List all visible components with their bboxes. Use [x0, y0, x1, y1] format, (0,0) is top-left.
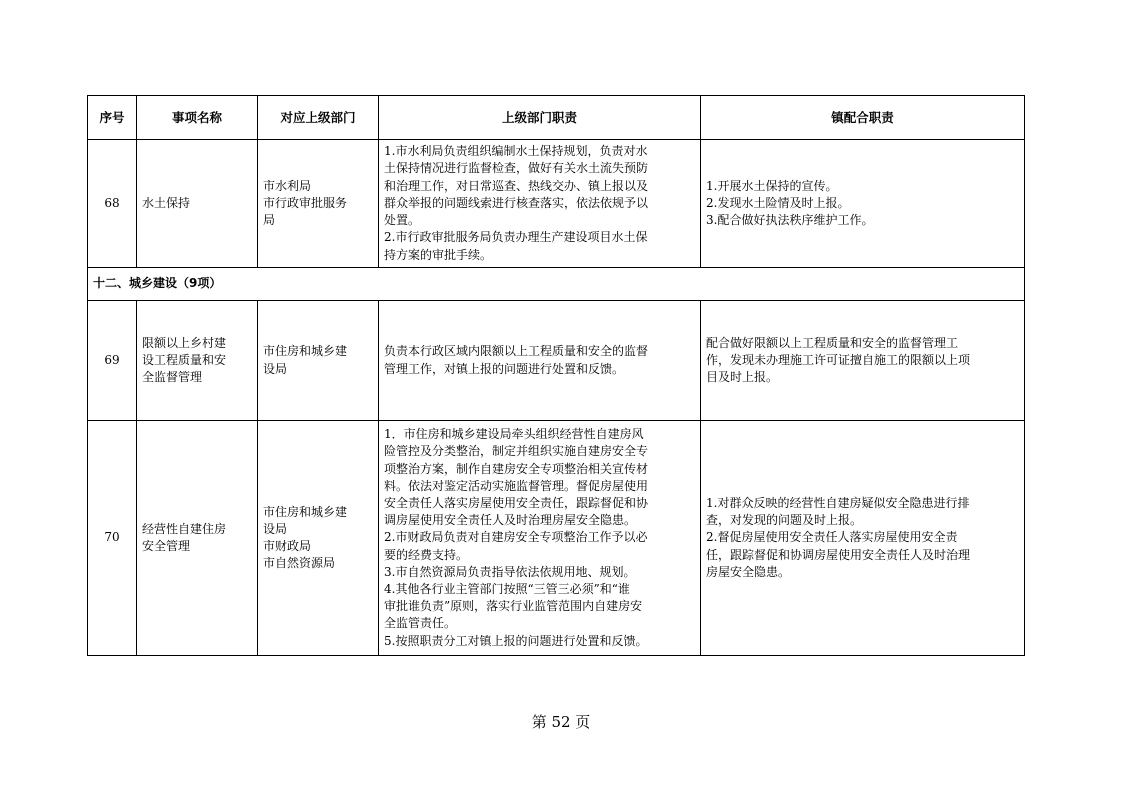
cell-line: 市水利局 [263, 178, 312, 193]
table-row [88, 421, 1025, 656]
duty-table [87, 95, 1025, 656]
cell-line: 审批谁负责”原则，落实行业监管范围内自建房安 [384, 599, 643, 614]
cell-no: 68 [88, 140, 137, 268]
cell-line: 2.发现水土险情及时上报。 [706, 195, 850, 210]
cell-duty [379, 421, 701, 656]
section-title: 十二、城乡建设（9项） [88, 268, 1025, 301]
cell-line: 1．市住房和城乡建设局牵头组织经营性自建房风 [384, 427, 644, 442]
section-row [88, 268, 1025, 301]
table-row [88, 301, 1025, 421]
cell-name [137, 140, 258, 268]
cell-line: 1.市水利局负责组织编制水土保持规划，负责对水 [384, 144, 648, 159]
page-number: 第 52 页 [531, 713, 591, 731]
table-row [88, 140, 1025, 268]
cell-town [701, 140, 1025, 268]
cell-line: 设局 [263, 361, 288, 376]
cell-line: 房屋安全隐患。 [706, 564, 791, 579]
cell-line: 全监督管理 [142, 370, 203, 385]
cell-line: 要的经费支持。 [384, 547, 469, 562]
cell-line: 4.其他各行业主管部门按照“三管三必须”和“谁 [384, 582, 630, 596]
cell-line: 设工程质量和安 [142, 352, 227, 367]
header-dept: 对应上级部门 [258, 96, 379, 140]
cell-line: 持方案的审批手续。 [384, 247, 493, 262]
cell-line: 市行政审批服务 [263, 195, 348, 210]
cell-line: 市财政局 [263, 539, 312, 553]
cell-line: 限额以上乡村建 [142, 335, 227, 350]
cell-line: 2.市财政局负责对自建房安全专项整治工作予以必 [384, 530, 648, 545]
cell-duty [379, 301, 701, 421]
cell-town [701, 301, 1025, 421]
cell-no: 70 [88, 421, 137, 656]
cell-town [701, 421, 1025, 656]
cell-line: 全监管责任。 [384, 616, 457, 631]
cell-line: 2.督促房屋使用安全责任人落实房屋使用安全责 [706, 530, 958, 545]
cell-line: 群众举报的问题线索进行核查落实，依法依规予以 [384, 195, 649, 210]
cell-dept [258, 301, 379, 421]
cell-dept [258, 421, 379, 656]
cell-line: 市住房和城乡建 [263, 504, 348, 519]
header-no: 序号 [88, 96, 137, 140]
cell-line: 查，对发现的问题及时上报。 [706, 513, 863, 528]
cell-line: 管理工作，对镇上报的问题进行处置和反馈。 [384, 361, 625, 376]
cell-line: 作，发现未办理施工许可证擅自施工的限额以上项 [706, 352, 971, 367]
cell-line: 1.对群众反映的经营性自建房疑似安全隐患进行排 [706, 495, 970, 510]
cell-line: 3.市自然资源局负责指导依法依规用地、规划。 [384, 564, 636, 579]
cell-name [137, 301, 258, 421]
cell-line: 安全管理 [142, 539, 191, 553]
cell-no: 69 [88, 301, 137, 421]
cell-line: 5.按照职责分工对镇上报的问题进行处置和反馈。 [384, 633, 648, 648]
cell-line: 和治理工作，对日常巡查、热线交办、镇上报以及 [384, 178, 649, 193]
header-name: 事项名称 [137, 96, 258, 140]
cell-line: 调房屋使用安全责任人及时治理房屋安全隐患。 [384, 513, 637, 528]
cell-line: 水土保持 [142, 195, 191, 210]
cell-line: 安全责任人落实房屋使用安全责任，跟踪督促和协 [384, 495, 649, 510]
cell-name [137, 421, 258, 656]
header-duty: 上级部门职责 [379, 96, 701, 140]
cell-line: 市住房和城乡建 [263, 344, 348, 359]
cell-duty [379, 140, 701, 268]
cell-line: 局 [263, 213, 276, 228]
cell-line: 3.配合做好执法秩序维护工作。 [706, 213, 874, 228]
cell-dept [258, 140, 379, 268]
cell-line: 负责本行政区域内限额以上工程质量和安全的监督 [384, 344, 649, 359]
cell-line: 2.市行政审批服务局负责办理生产建设项目水土保 [384, 230, 648, 245]
header-row [88, 96, 1025, 140]
cell-line: 配合做好限额以上工程质量和安全的监督管理工 [706, 335, 959, 350]
cell-line: 险管控及分类整治，制定并组织实施自建房安全专 [384, 444, 649, 459]
cell-line: 设局 [263, 521, 288, 536]
cell-line: 经营性自建住房 [142, 521, 227, 536]
cell-line: 任，跟踪督促和协调房屋使用安全责任人及时治理 [706, 547, 971, 562]
cell-line: 1.开展水土保持的宣传。 [706, 178, 838, 193]
cell-line: 料。依法对鉴定活动实施监督管理。督促房屋使用 [384, 478, 649, 493]
cell-line: 项整治方案，制作自建房安全专项整治相关宣传材 [384, 461, 649, 476]
cell-line: 目及时上报。 [706, 370, 779, 385]
cell-line: 市自然资源局 [263, 556, 336, 571]
cell-line: 土保持情况进行监督检查，做好有关水土流失预防 [384, 161, 649, 176]
cell-line: 处置。 [384, 213, 421, 228]
header-town: 镇配合职责 [701, 96, 1025, 140]
